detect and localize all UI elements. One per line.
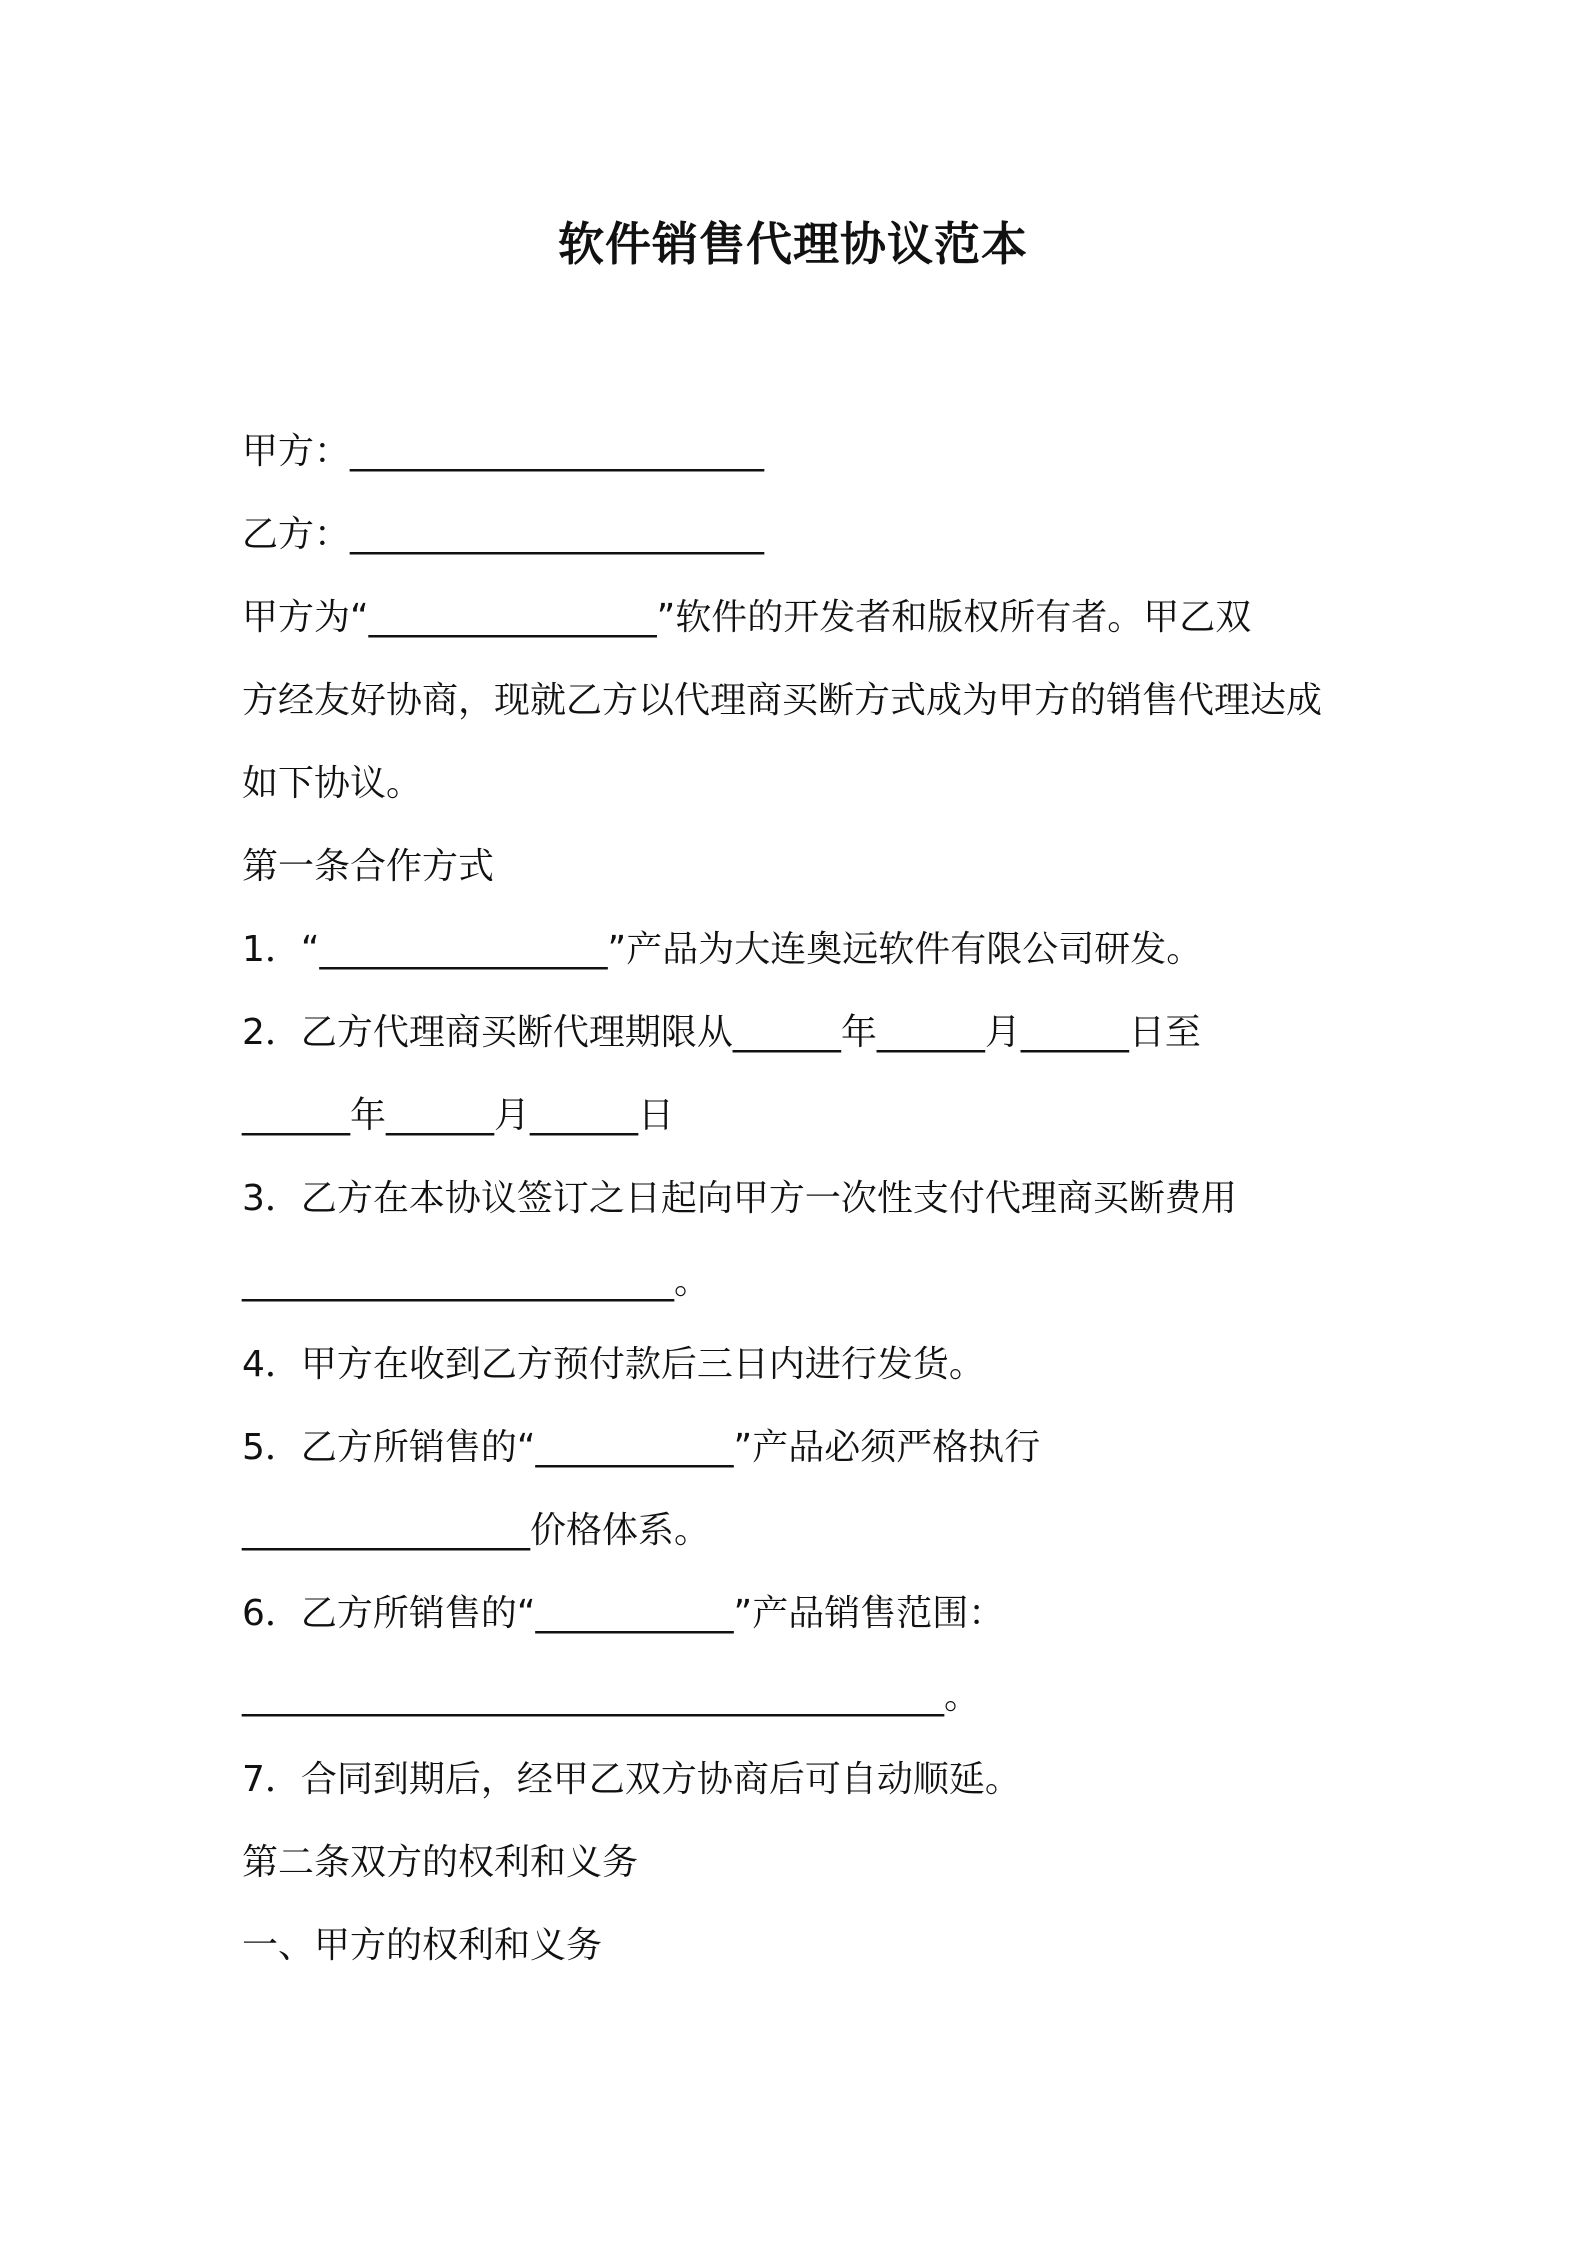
clause-1: 1．“________________”产品为大连奥远软件有限公司研发。 [242, 929, 1203, 970]
clause-6-line-1: 6．乙方所销售的“___________”产品销售范围： [242, 1593, 1005, 1634]
clause-3-line-2: ________________________。 [242, 1261, 710, 1302]
party-b-line: 乙方：_______________________ [242, 514, 765, 555]
document-body [242, 410, 1362, 1987]
party-a-line: 甲方：_______________________ [242, 431, 765, 472]
clause-5-line-1: 5．乙方所销售的“___________”产品必须严格执行 [242, 1427, 1041, 1468]
clause-7: 7．合同到期后，经甲乙双方协商后可自动顺延。 [242, 1759, 1021, 1800]
clause-3-line-1: 3．乙方在本协议签订之日起向甲方一次性支付代理商买断费用 [242, 1178, 1237, 1219]
document-title: 软件销售代理协议范本 [558, 217, 1028, 271]
preamble-line-2: 方经友好协商，现就乙方以代理商买断方式成为甲方的销售代理达成 [242, 680, 1323, 721]
preamble-line-1: 甲方为“________________”软件的开发者和版权所有者。甲乙双 [242, 597, 1252, 638]
clause-5-line-2: ________________价格体系。 [242, 1510, 711, 1551]
clause-2-line-1: 2．乙方代理商买断代理期限从______年______月______日至 [242, 1012, 1201, 1053]
clause-2-line-2: ______年______月______日 [242, 1095, 674, 1136]
clause-6-line-2: _______________________________________。 [242, 1676, 980, 1717]
section-1-heading: 一、甲方的权利和义务 [242, 1925, 603, 1966]
preamble-line-3: 如下协议。 [242, 763, 423, 804]
article-2-heading: 第二条双方的权利和义务 [242, 1842, 639, 1883]
article-1-heading: 第一条合作方式 [242, 846, 495, 887]
clause-4: 4．甲方在收到乙方预付款后三日内进行发货。 [242, 1344, 985, 1385]
